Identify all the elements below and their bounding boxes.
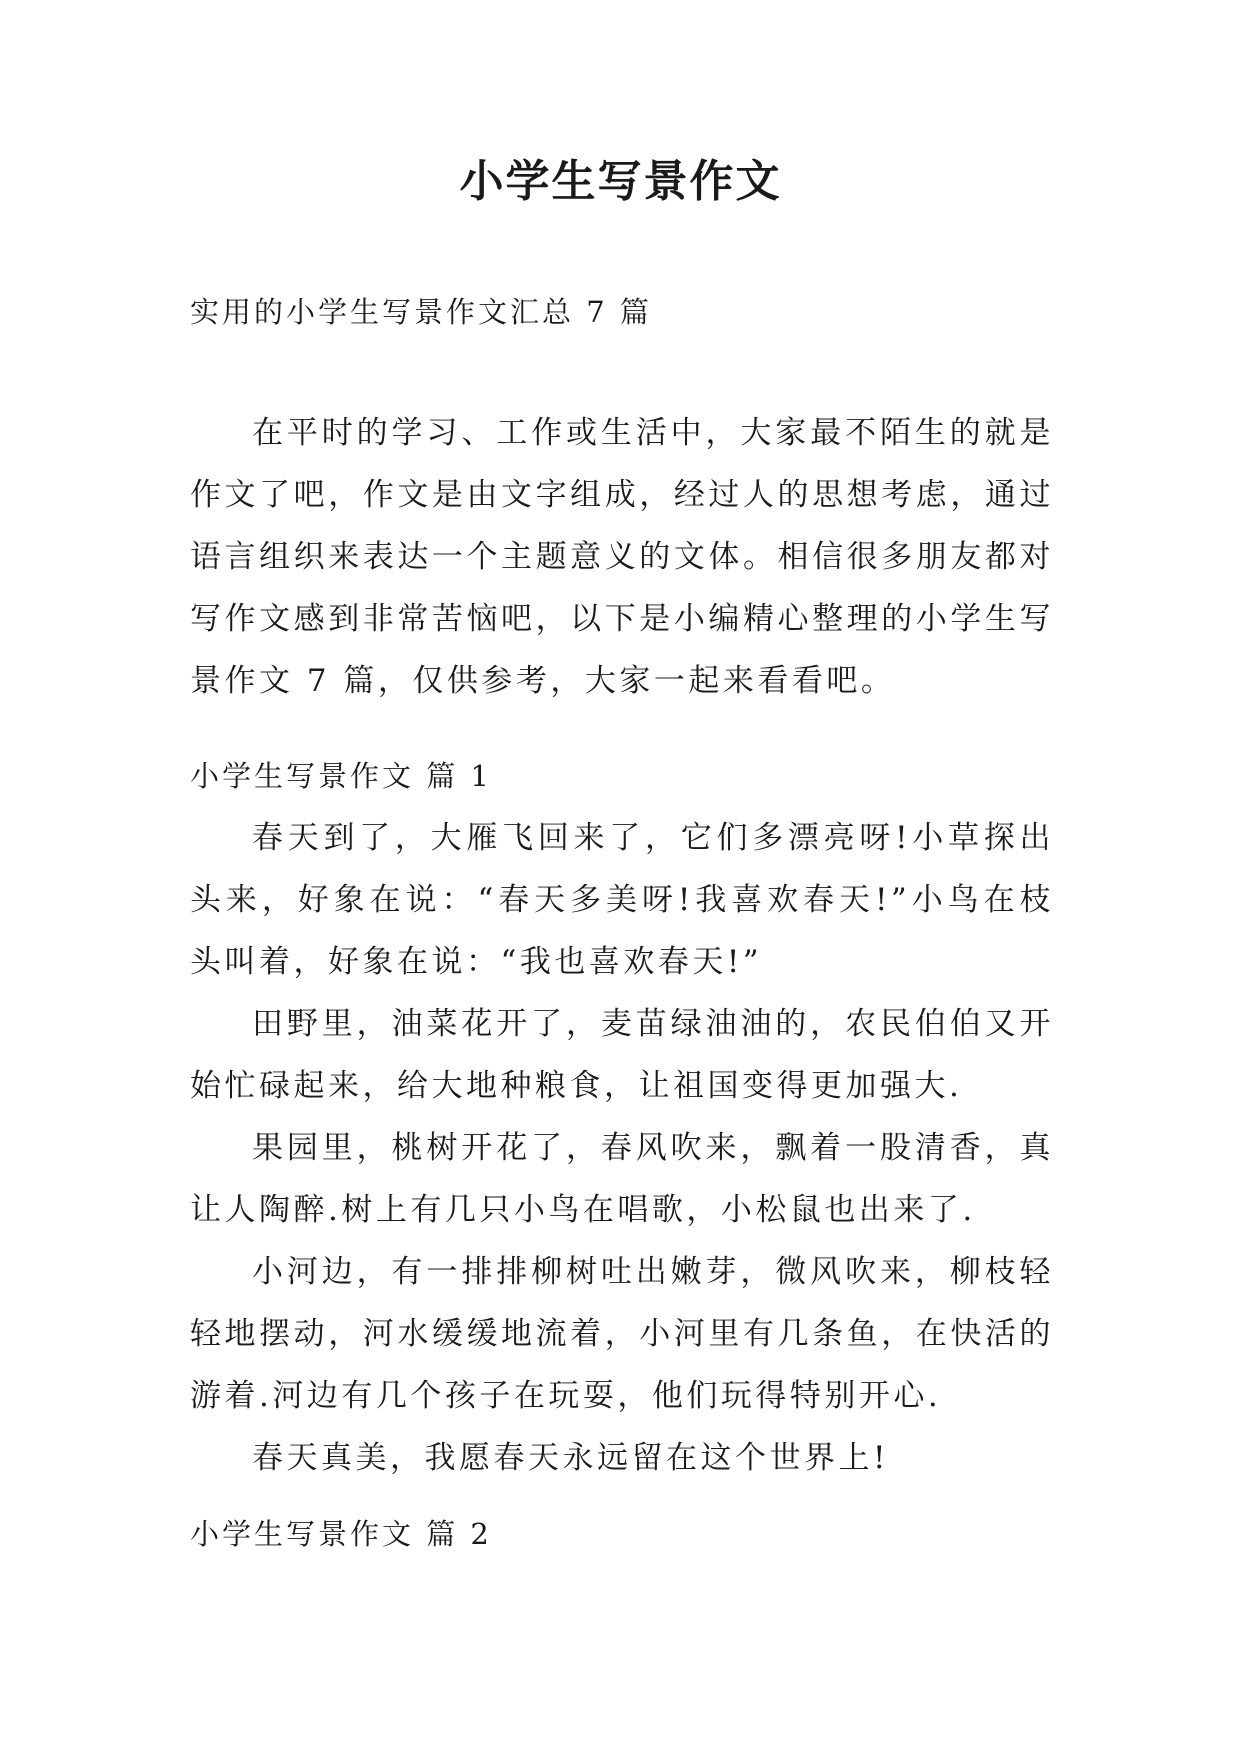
paragraph: 春天真美，我愿春天永远留在这个世界上! (252, 1440, 889, 1476)
section-body-1 (190, 807, 1054, 1489)
intro-paragraph: 在平时的学习、工作或生活中，大家最不陌生的就是作文了吧，作文是由文字组成，经过人的思想考虑，通过语言组织来表达一个主题意义的文体。相信很多朋友都对写作文感到非常苦恼吧，以下是小编精心整理的小学生写景作文 7 篇，仅供参考，大家一起来看看吧。 (190, 415, 1054, 699)
paragraph: 小河边，有一排排柳树吐出嫩芽，微风吹来，柳枝轻轻地摆动，河水缓缓地流着，小河里有几条鱼，在快活的游着.河边有几个孩子在玩耍，他们玩得特别开心. (190, 1254, 1054, 1414)
document-subtitle: 实用的小学生写景作文汇总 7 篇 (190, 295, 652, 329)
paragraph: 果园里，桃树开花了，春风吹来，飘着一股清香，真让人陶醉.树上有几只小鸟在唱歌，小松鼠也出来了. (190, 1130, 1054, 1228)
document-title: 小学生写景作文 (459, 156, 782, 207)
section-heading-2: 小学生写景作文 篇 2 (190, 1517, 492, 1551)
section-heading-1: 小学生写景作文 篇 1 (190, 759, 492, 793)
paragraph: 春天到了，大雁飞回来了，它们多漂亮呀!小草探出头来，好象在说：“春天多美呀!我喜欢春天!”小鸟在枝头叫着，好象在说：“我也喜欢春天!” (190, 820, 1054, 980)
paragraph: 田野里，油菜花开了，麦苗绿油油的，农民伯伯又开始忙碌起来，给大地种粮食，让祖国变得更加强大. (190, 1006, 1054, 1104)
intro-block (190, 402, 1054, 712)
